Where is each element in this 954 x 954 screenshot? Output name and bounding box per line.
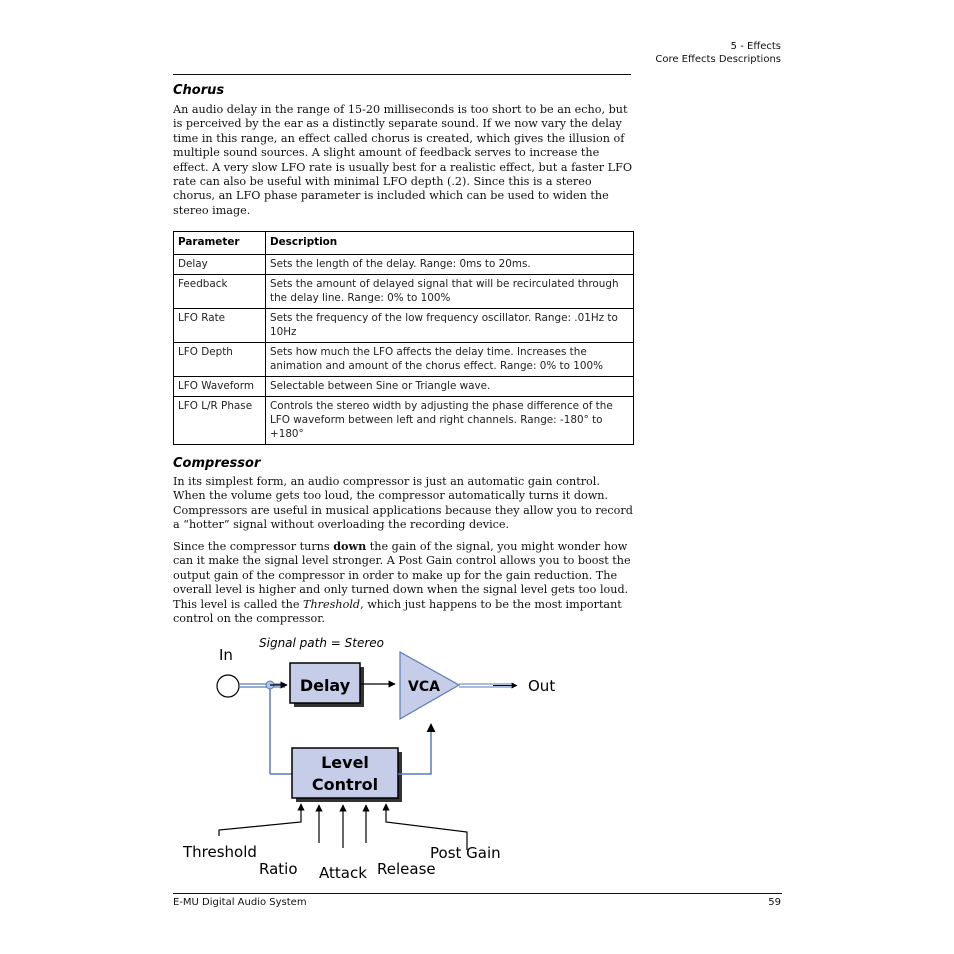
footer-title: E-MU Digital Audio System (173, 897, 307, 908)
table-header-parameter: Parameter (174, 232, 266, 255)
out-label: Out (528, 677, 556, 695)
parameter-name: Feedback (174, 275, 266, 309)
control-label: Control (311, 775, 379, 794)
para2-bold-down: down (333, 539, 367, 553)
vca-block (400, 652, 459, 719)
level-control-block (292, 748, 402, 802)
parameter-description: Selectable between Sine or Triangle wave. (266, 377, 634, 397)
chorus-heading: Chorus (173, 83, 225, 98)
parameter-name: LFO Depth (174, 343, 266, 377)
header-rule (173, 74, 631, 75)
table-row (174, 343, 634, 377)
table-header-row (174, 232, 634, 255)
para2-text-c: , which just happens to be the most important control on the compressor. (173, 597, 622, 626)
threshold-label: Threshold (183, 843, 257, 861)
table-row (174, 397, 634, 445)
para2-text-b: the gain of the signal, you might wonder how can it make the signal level stronger. A Post Gain control allows you to boost the output gain of the compressor in order to make up for the gain reduction. The overall level is higher and only turned down when the signal level gets too loud. This level is called the (173, 540, 631, 611)
table-row (174, 377, 634, 397)
header-chapter: 5 - Effects (730, 41, 781, 52)
parameter-name: LFO Rate (174, 309, 266, 343)
compressor-signal-diagram (173, 630, 573, 890)
table-row (174, 255, 634, 275)
para2-italic-threshold: Threshold (303, 597, 361, 611)
running-header (655, 40, 781, 66)
ratio-label: Ratio (259, 860, 298, 878)
release-label: Release (377, 860, 436, 878)
delay-label: Delay (299, 676, 351, 695)
chorus-body: An audio delay in the range of 15-20 milliseconds is too short to be an echo, but is perceived by the ear as a distinctly separate sound. If we now vary the delay time in this range, an effect called chorus is created, which gives the illusion of multiple sound sources. A slight amount of feedback serves to increase the effect. A very slow LFO rate is usually best for a realistic effect, but a faster LFO rate can also be useful with minimal LFO depth (.2). Since this is a stereo chorus, an LFO phase parameter is included which can be used to widen the stereo image. (173, 103, 633, 217)
parameter-name: Delay (174, 255, 266, 275)
delay-block (290, 663, 364, 707)
parameter-description: Sets how much the LFO affects the delay time. Increases the animation and amount of the chorus effect. Range: 0% to 100% (266, 343, 634, 377)
post-gain-label: Post Gain (430, 844, 501, 862)
compressor-para-1: In its simplest form, an audio compressor is just an automatic gain control. When the volume gets too loud, the compressor automatically turns it down. Compressors are useful in musical applications because they allow you to record a “hotter” signal without overloading the recording device. (173, 475, 633, 532)
parameter-description: Sets the amount of delayed signal that will be recirculated through the delay line. Range: 0% to 100% (266, 275, 634, 309)
table-header-description: Description (266, 232, 634, 255)
parameter-description: Sets the frequency of the low frequency oscillator. Range: .01Hz to 10Hz (266, 309, 634, 343)
arrow-level-to-vca (398, 724, 431, 774)
diagram-caption: Signal path = Stereo (259, 636, 385, 650)
input-jack-icon (217, 675, 239, 697)
page-number: 59 (768, 897, 781, 908)
level-label: Level (321, 753, 369, 772)
in-label: In (219, 646, 233, 664)
parameter-name: LFO Waveform (174, 377, 266, 397)
para2-text-a: Since the compressor turns (173, 540, 334, 553)
parameter-description: Sets the length of the delay. Range: 0ms to 20ms. (266, 255, 634, 275)
parameter-description: Controls the stereo width by adjusting the phase difference of the LFO waveform between left and right channels. Range: -180° to +180° (266, 397, 634, 445)
parameter-name: LFO L/R Phase (174, 397, 266, 445)
table-row (174, 309, 634, 343)
attack-label: Attack (319, 864, 367, 882)
compressor-heading: Compressor (173, 456, 261, 471)
header-section: Core Effects Descriptions (655, 54, 781, 65)
signal-path-lines (239, 684, 292, 774)
chorus-parameter-table (173, 231, 634, 445)
table-row (174, 275, 634, 309)
footer-rule (173, 893, 782, 894)
compressor-para-2 (173, 539, 633, 626)
vca-label: VCA (408, 679, 440, 695)
